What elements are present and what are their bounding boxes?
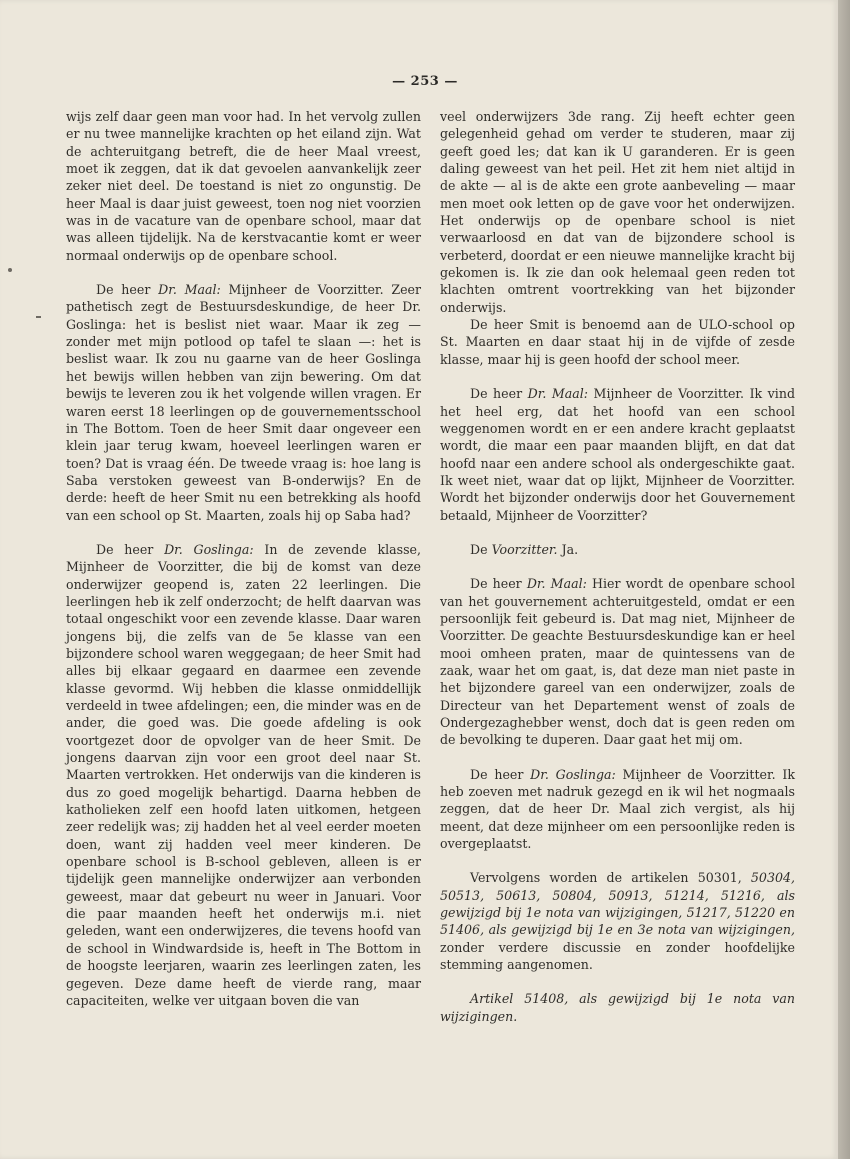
speaker-name: Dr. Goslinga:	[530, 766, 616, 782]
paragraph: veel onderwijzers 3de rang. Zij heeft echter geen gelegenheid gehad om verder te studeren, maar zij geeft goed les; dat kan ik U garanderen. Er is geen daling geweest van het peil. Het zit hem niet altijd in de akte — al is de akte een grote aanbeveling — maar men moet ook letten op de gave voor het onderwijzen. Het onderwijs op de openbare school is niet verwaarloosd en dat van de bijzondere school is verbeterd, doordat er een nieuwe mannelijke kracht bij gekomen is. Ik zie dan ook helemaal geen reden tot klachten omtrent voortrekking van het bijzonder onderwijs.	[440, 109, 795, 315]
speaker-name: Dr. Maal:	[526, 576, 587, 592]
page-number: — 253 —	[392, 74, 458, 89]
article-list-tail: zonder verdere discussie en zonder hoofdelijke stemming aangenomen.	[440, 939, 795, 973]
left-column	[66, 108, 421, 1009]
speaker-name: Dr. Maal:	[527, 386, 589, 402]
speech-text: Mijnheer de Voorzitter. Ik vind het heel erg, dat het hoofd van een school weggenomen wordt en er een andere kracht geplaatst wordt, die maar een paar maanden blijft, en dat dat hoofd naar een andere school als ondergeschikte gaat. Ik weet niet, waar dat op lijkt, Mijnheer de Voorzitter. Wordt het bijzonder onderwijs door het Gouvernement betaald, Mijnheer de Voorzitter?	[440, 386, 796, 523]
speech-text: In de zevende klasse, Mijnheer de Voorzitter, die bij de komst van deze onderwijzer geopend is, zaten 22 leerlingen. Die leerlingen heb ik zelf onderzocht; de helft daarvan was totaal ongeschikt voor een zevende klasse. Daar waren jongens bij, die zelfs van de 5e klasse van een bijzondere school waren weggegaan; de heer Smit had alles bij elkaar gegaard en daarmee een zevende klasse gevormd. Wij hebben die klasse onmiddellijk verdeeld in twee afdelingen; een, die minder was en de ander, die goed was. Die goede afdeling is ook voortgezet door de opvolger van de heer Smit. De jongens daarvan zijn voor een groot deel naar St. Maarten vertrokken. Het onderwijs van die kinderen is dus zo goed mogelijk behartigd. Daarna hebben de katholieken zelf een hoofd laten uitkomen, hetgeen zeer redelijk was; zij hadden het al veel eerder moeten doen, want zij hadden veel meer kinderen. De openbare school is B-school gebleven, alleen is er tijdelijk geen mannelijke onderwijzer aan verbonden geweest, maar dat gebeurt nu weer in Januari. Voor die paar maanden heeft het onderwijs m.i. niet geleden, want een onderwijzeres, die tevens hoofd van de school in Windwardside is, heeft in The Bottom in de hoogste leerjaren, waarin zes leerlingen zaten, les gegeven. Deze dame heeft de vierde rang, maar capaciteiten, welke ver uitgaan boven die van	[66, 541, 421, 1008]
paragraph	[66, 541, 421, 1009]
paragraph: wijs zelf daar geen man voor had. In het vervolg zullen er nu twee mannelijke krachten op het eiland zijn. Wat de achteruitgang betreft, die de heer Maal vreest, moet ik zeggen, dat ik dat gevoelen aanvankelijk zeer zeker niet deel. De toestand is niet zo ongunstig. De heer Maal is daar juist geweest, toen nog niet voorzien was in de vacature van de openbare school, maar dat was alleen tijdelijk. Na de kerstvacantie komt er weer normaal onderwijs op de openbare school.	[66, 109, 421, 263]
speaker-prefix: De heer	[96, 541, 165, 557]
speaker-prefix: De heer	[470, 576, 527, 592]
speaker-name: Dr. Maal:	[158, 282, 221, 298]
speaker-prefix: De heer	[470, 766, 531, 782]
article-list-intro: Vervolgens worden de artikelen 50301,	[470, 870, 751, 886]
speaker-prefix: De heer	[96, 282, 159, 298]
paragraph	[440, 385, 795, 524]
paragraph	[440, 575, 795, 748]
article-heading	[440, 990, 795, 1025]
speaker-prefix: De heer	[470, 386, 528, 402]
speaker-name: Dr. Goslinga:	[164, 541, 254, 557]
paragraph	[440, 869, 795, 973]
speaker-prefix: De	[470, 541, 492, 557]
speech-text: Mijnheer de Voorzitter. Zeer pathetisch zegt de Bestuursdeskundige, de heer Dr. Goslinga: het is beslist niet waar. Maar ik zeg — zonder met mijn potlood op tafel te slaan —: het is beslist waar. Ik zou nu gaarne van de heer Goslinga het bewijs willen hebben van zijn bewering. Om dat bewijs te leveren zou ik het volgende willen vragen. Er waren eerst 18 leerlingen op de gouvernementsschool in The Bottom. Toen de heer Smit daar ongeveer een klein jaar terug kwam, hoeveel leerlingen waren er toen? Dat is vraag één. De tweede vraag is: hoe lang is Saba verstoken geweest van B-onderwijs? En de derde: heeft de heer Smit nu een betrekking als hoofd van een school op St. Maarten, zoals hij op Saba had?	[66, 282, 422, 523]
speech-text: Mijnheer de Voorzitter. Ik heb zoeven met nadruk gezegd en ik wil het nogmaals zeggen, dat de heer Dr. Maal zich vergist, als hij meent, dat deze mijnheer om een persoonlijke reden is overgeplaatst.	[440, 766, 795, 852]
margin-mark	[36, 316, 41, 318]
page-edge	[838, 0, 850, 1159]
speech-text: Ja.	[557, 541, 579, 557]
paragraph	[440, 766, 795, 853]
speaker-name: Voorzitter.	[491, 541, 558, 557]
paragraph	[66, 281, 421, 524]
article-heading-text: Artikel 51408, als gewijzigd bij 1e nota van wijzigingen.	[440, 991, 795, 1024]
margin-mark	[8, 268, 12, 272]
paragraph: De heer Smit is benoemd aan de ULO-school op St. Maarten en daar staat hij in de vijfde of zesde klasse, maar hij is geen hoofd der school meer.	[440, 317, 795, 367]
paragraph	[440, 541, 795, 558]
article-list: 50304, 50513, 50613, 50804, 50913, 51214, 51216, als gewijzigd bij 1e nota van wijzigingen, 51217, 51220 en 51406, als gewijzigd bij 1e en 3e nota van wijzigingen,	[440, 870, 795, 938]
right-column	[440, 108, 795, 1025]
speech-text: Hier wordt de openbare school van het gouvernement achteruitgesteld, omdat er een persoonlijk feit gebeurd is. Dat mag niet, Mijnheer de Voorzitter. De geachte Bestuursdeskundige kan er heel mooi omheen praten, maar de quintessens van de zaak, waar het om gaat, is, dat deze man niet paste in het bijzondere gareel van een onderwijzer, zoals de Directeur van het Departement wenst of zoals de Ondergezaghebber wenst, doch dat is geen reden om de bevolking te duperen. Daar gaat het mij om.	[440, 576, 796, 748]
